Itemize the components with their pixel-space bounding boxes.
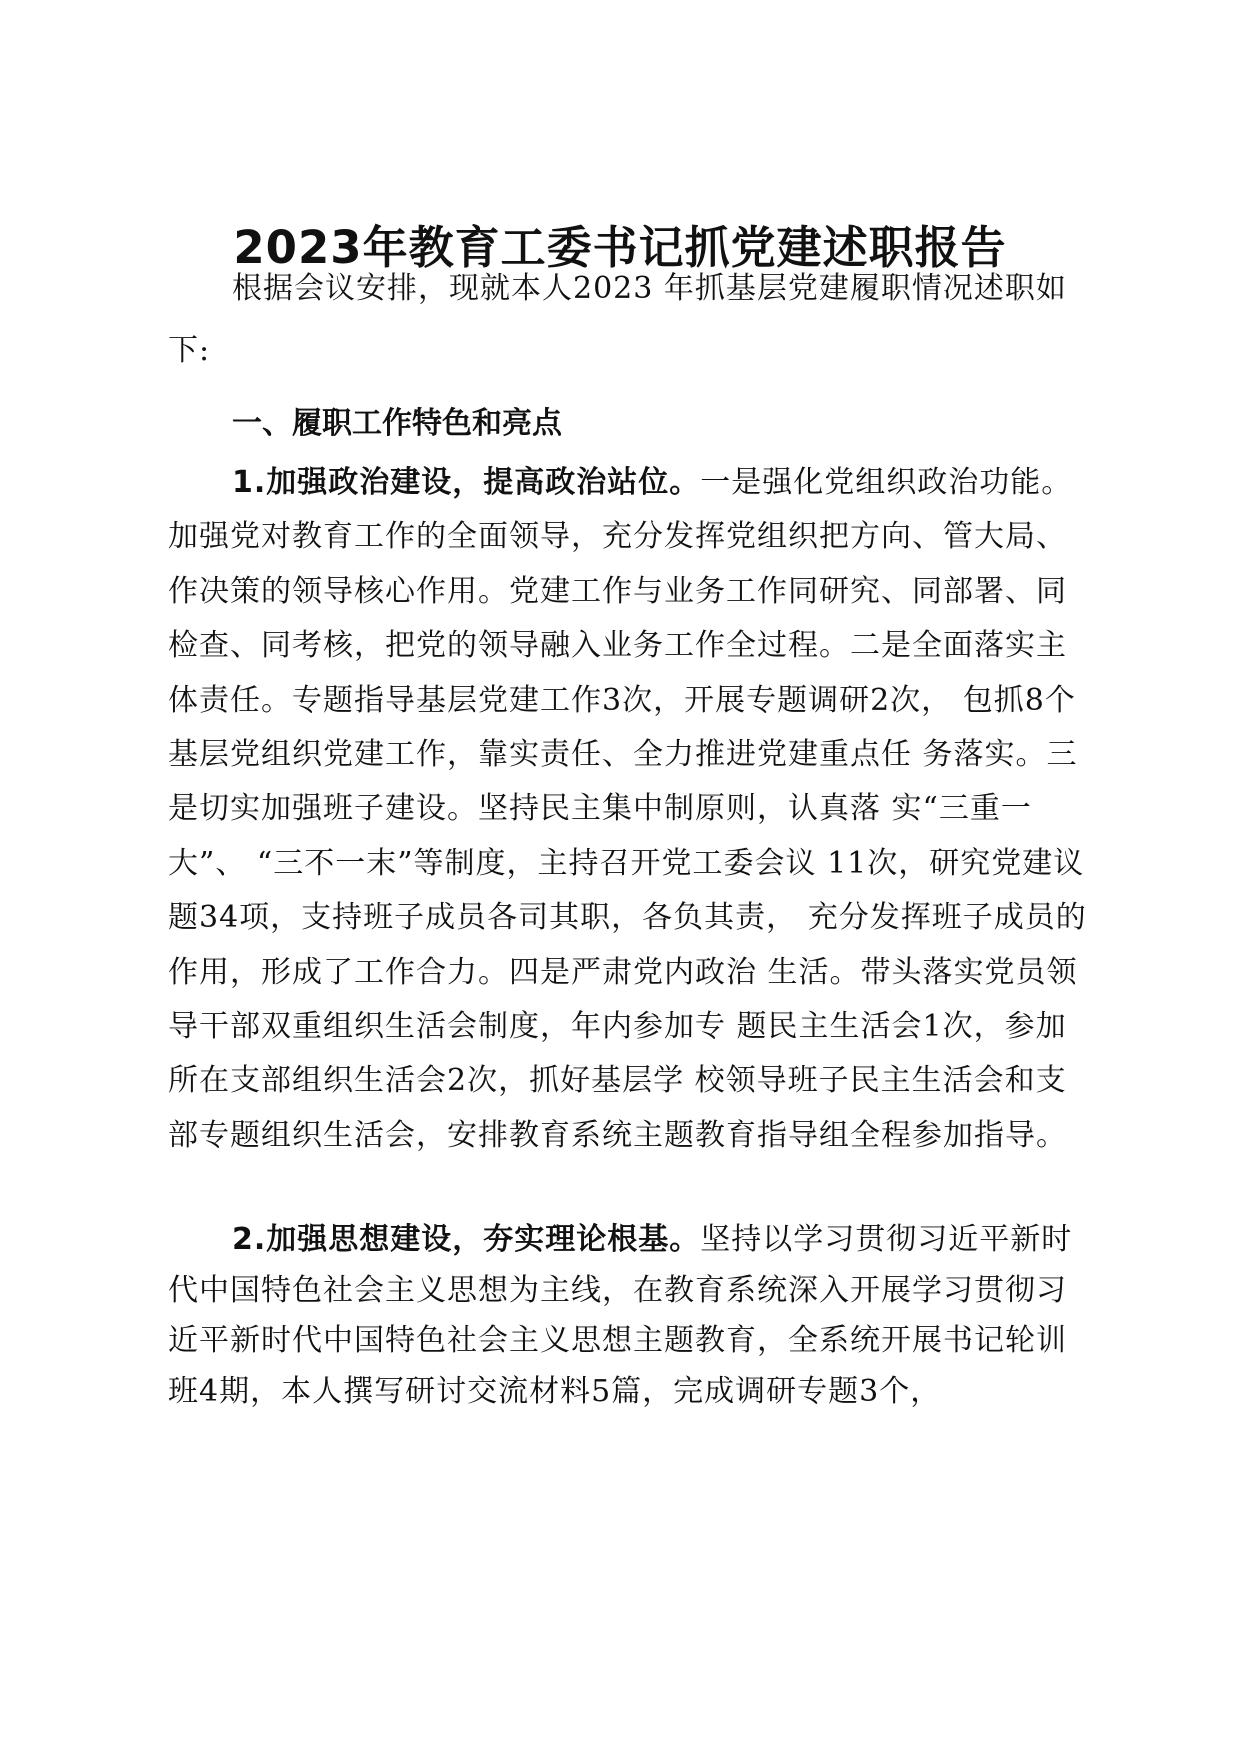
- paragraph-ideological-construction: [168, 1215, 1088, 1417]
- paragraph-political-construction: [168, 456, 1088, 1163]
- paragraph-lead: 1.加强政治建设，提高政治站位。: [232, 465, 701, 500]
- intro-paragraph: 根据会议安排，现就本人2023 年抓基层党建履职情况述职如下:: [168, 271, 1067, 368]
- document-title: 2023年教育工委书记抓党建述职报告: [233, 221, 1007, 274]
- section-heading: 一、履职工作特色和亮点: [232, 406, 562, 441]
- paragraph-lead: 2.加强思想建设，夯实理论根基。: [232, 1222, 701, 1257]
- paragraph-body: 坚持以学习贯彻习近平新时代中国特色社会主义思想为主线，在教育系统深入开展学习贯彻习近平新时代中国特色社会主义思想主题教育，全系统开展书记轮训班4期，本人撰写研讨交流材料5篇，完成调研专题3个，: [168, 1222, 1073, 1409]
- paragraph-body: 一是强化党组织政治功能。加强党对教育工作的全面领导，充分发挥党组织把方向、管大局、作决策的领导核心作用。党建工作与业务工作同研究、同部署、同检查、同考核，把党的领导融入业务工作全过程。二是全面落实主体责任。专题指导基层党建工作3次，开展专题调研2次， 包抓8个基层党组织党建工作，靠实责任、全力推进党建重点任 务落实。三是切实加强班子建设。坚持民主集中制原则，认真落 实“三重一大”、 “三不一末”等制度，主持召开党工委会议 11次，研究党建议题34项，支持班子成员各司其职，各负其责， 充分发挥班子成员的作用，形成了工作合力。四是严肃党内政治 生活。带头落实党员领导干部双重组织生活会制度，年内参加专 题民主生活会1次，参加所在支部组织生活会2次，抓好基层学 校领导班子民主生活会和支部专题组织生活会，安排教育系统主题教育指导组全程参加指导。: [168, 465, 1087, 1153]
